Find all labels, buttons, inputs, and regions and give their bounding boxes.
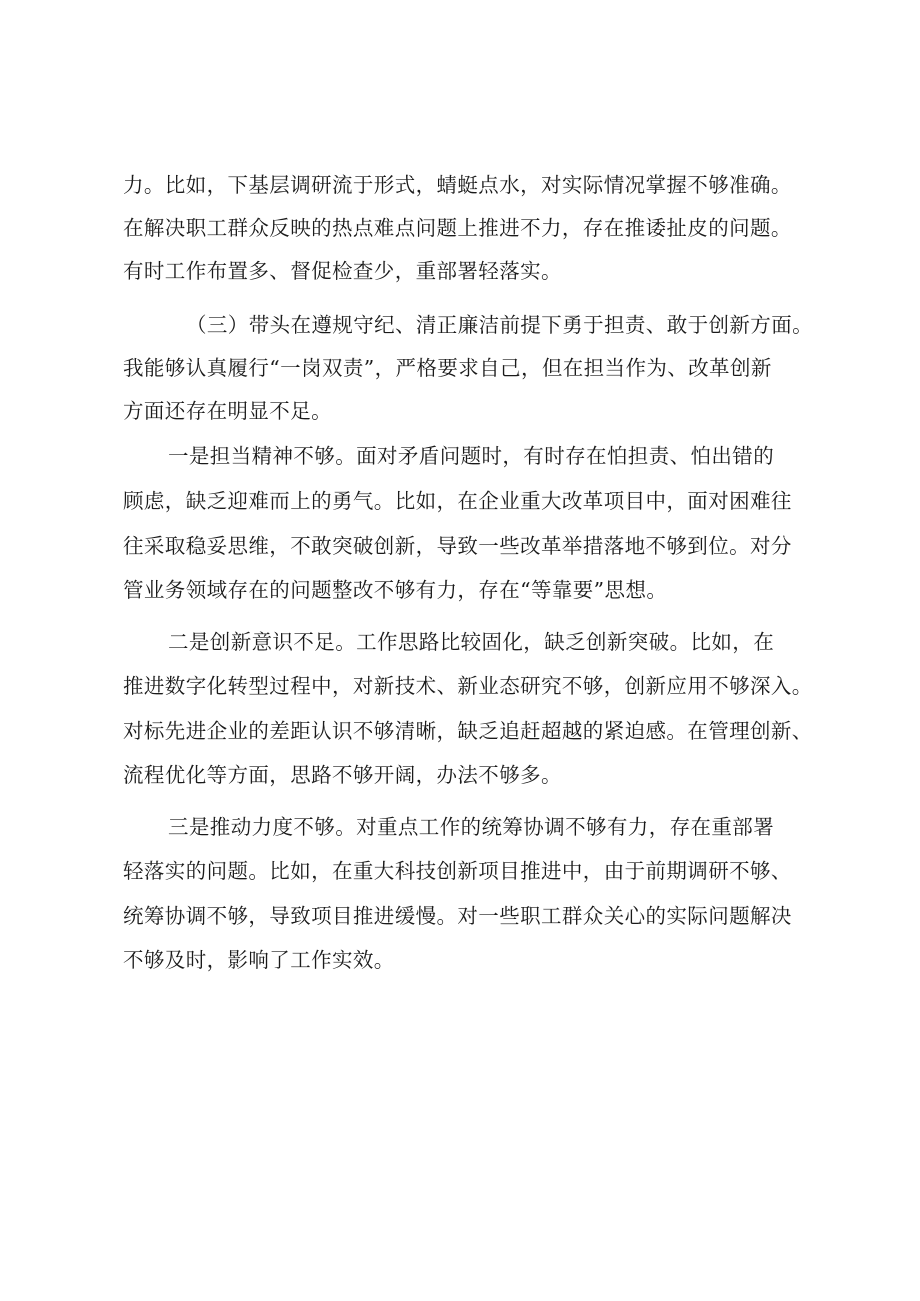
text-line: 往采取稳妥思维，不敢突破创新，导致一些改革举措落地不够到位。对分 <box>123 534 792 558</box>
text-line: 顾虑，缺乏迎难而上的勇气。比如，在企业重大改革项目中，面对困难往 <box>123 489 792 513</box>
text-line: 有时工作布置多、督促检查少，重部署轻落实。 <box>123 259 562 283</box>
text-line: 管业务领域存在的问题整改不够有力，存在“等靠要”思想。 <box>123 578 668 602</box>
text-line: 对标先进企业的差距认识不够清晰，缺乏追赶超越的紧迫感。在管理创新、 <box>123 719 813 743</box>
text-line: 流程优化等方面，思路不够开阔，办法不够多。 <box>123 763 562 787</box>
text-line: 方面还存在明显不足。 <box>123 399 332 423</box>
section-heading: （三）带头在遵规守纪、清正廉洁前提下勇于担责、敢于创新方面。 <box>186 313 813 337</box>
text-line: 在解决职工群众反映的热点难点问题上推进不力，存在推诿扯皮的问题。 <box>123 216 792 240</box>
text-line: 我能够认真履行“一岗双责”，严格要求自己，但在担当作为、改革创新 <box>123 356 772 380</box>
text-line: 轻落实的问题。比如，在重大科技创新项目推进中，由于前期调研不够、 <box>123 859 792 883</box>
paragraph-first-line: 三是推动力度不够。对重点工作的统筹协调不够有力，存在重部署 <box>168 815 775 839</box>
text-line: 不够及时，影响了工作实效。 <box>123 948 395 972</box>
text-line: 推进数字化转型过程中，对新技术、新业态研究不够，创新应用不够深入。 <box>123 674 813 698</box>
text-line: 统筹协调不够，导致项目推进缓慢。对一些职工群众关心的实际问题解决 <box>123 904 792 928</box>
text-line: 力。比如，下基层调研流于形式，蜻蜓点水，对实际情况掌握不够准确。 <box>123 173 792 197</box>
paragraph-first-line: 二是创新意识不足。工作思路比较固化，缺乏创新突破。比如，在 <box>168 630 775 654</box>
paragraph-first-line: 一是担当精神不够。面对矛盾问题时，有时存在怕担责、怕出错的 <box>168 444 775 468</box>
